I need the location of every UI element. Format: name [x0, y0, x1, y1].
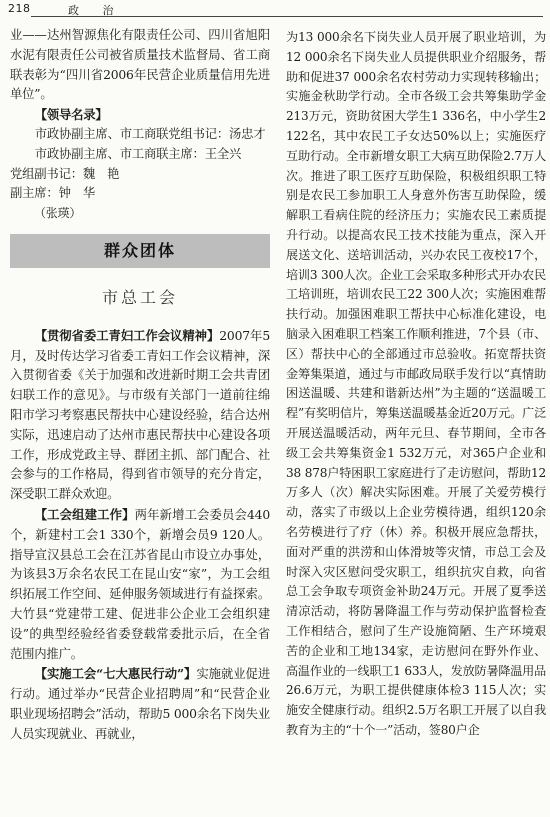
author-credit: （张瑛） — [34, 206, 82, 221]
paragraph — [10, 326, 270, 505]
paragraph-heading: 【实施工会“七大惠民行动”】 — [34, 666, 197, 682]
paragraph-body: 2007年5月，及时传达学习省委工青妇工作会议精神，深入贯彻省委《关于加强和改进新时期工会共青团妇联工作的意见》。与市级有关部门一道前往绵阳市学习考察惠民帮扶中心建设经验，结合达州实际，迅速启动了达州市惠民帮扶中心建设各项工作，形成党政主导、群团主抓、部门配合、社会参与的工作格局，得到省市领导的充分肯定，深受职工群众欢迎。 — [10, 328, 270, 502]
page-number: 218 — [8, 2, 31, 15]
header-rule — [31, 16, 543, 17]
right-column — [286, 28, 546, 741]
paragraph-body: 实施就业促进行动。通过举办“民营企业招聘周”和“民营企业职业现场招聘会”活动，帮助5 000余名下岗失业人员实现就业、再就业， — [10, 667, 270, 741]
leader-entry: 党组副书记：魏 艳 — [10, 166, 120, 181]
leaders-heading: 【领导名录】 — [34, 107, 108, 123]
leader-entry: 市政协副主席、市工商联党组书记：汤忠才 — [34, 126, 266, 141]
intro-paragraph: 业——达州智源焦化有限责任公司、四川省旭阳水泥有限责任公司被省质量技术监督局、省工商联表彰为“四川省2006年民营企业质量信用先进单位”。 — [10, 28, 270, 102]
paragraph-heading: 【工会组建工作】 — [34, 506, 135, 522]
running-title: 政 治 — [68, 4, 124, 17]
paragraph-body: 两年新增工会委员会440个，新建村工会1 330个，新增会员9 120人。指导宣汉县总工会在江苏省昆山市设立办事处，为该县3万余名农民工在昆山安“家”，为工会组织拓展工作空间、延伸服务领域进行有益探索。大竹县“党建带工建、促进非公企业工会组织建设”的典型经验经省委登载常委批示后，在全省范围内推广。 — [10, 507, 270, 661]
page-header — [6, 2, 543, 18]
left-column — [10, 26, 270, 745]
paragraph — [10, 505, 270, 664]
section-title: 市总工会 — [101, 287, 178, 307]
section-banner: 群众团体 — [10, 234, 270, 268]
leader-entry: 副主席：钟 华 — [10, 186, 96, 201]
leader-entry: 市政协副主席、市工商联主席：王全兴 — [34, 146, 242, 161]
paragraph-heading: 【贯彻省委工青妇工作会议精神】 — [34, 327, 220, 343]
paragraph-body: 为13 000余名下岗失业人员开展了职业培训，为12 000余名下岗失业人员提供职业介绍服务，帮助和促进37 000余名农村劳动力实现转移输出；实施金秋助学行动。全市各级工会共筹集助学金213万元，资助贫困大学生1 336名，中小学生2 122名，其中农民工子女达50%以上；实施医疗互助行动。全市新增女职工大病互助保险2.7万人次。推进了职工医疗互助保险，积极组织职工特别是农民工参加职工人身意外伤害互助保险，缓解职工看病住院的经济压力；实施农民工素质提升行动。以提高农民工技术技能为重点，深入开展送文化、送培训活动，兴办农民工夜校17个，培训3 300人次。企业工会采取多种形式开办农民工培训班，培训农民工22 300人次；实施困难帮扶行动。加强困难职工帮扶中心标准化建设，电脑录入困难职工档案工作顺利推进，7个县（市、区）帮扶中心的全部通过市总验收。拓宽帮扶资金筹集渠道，通过与市邮政局联手发行以“真情助困送温暖、共建和谐新达州”为主题的“送温暖工程”有奖明信片，筹集送温暖基金近20万元。广泛开展送温暖活动，两年元旦、春节期间，全市各级工会共筹集资金1 532万元，对365户企业和38 878户特困职工家庭进行了走访慰问，帮助12万多人（次）解决实际困难。开展了关爱劳模行动，落实了市级以上企业劳模待遇，组织120余名劳模进行了疗（休）养。积极开展应急帮扶，面对严重的洪涝和山体滑坡等灾情，市总工会及时深入灾区慰问受灾职工，组织抗灾自救，向省总工会争取专项资金补助24万元。开展了夏季送清凉活动，将防暑降温工作与劳动保护监督检查工作相结合，慰问了生产设施简陋、生产环境艰苦的企业和工地134家，走访慰问在野外作业、高温作业的一线职工1 633人，发放防暑降温用品26.6万元，为职工提供健康体检3 115人次；实施安全健康行动。组织2.5万名职工开展了以自我教育为主的“十个一”活动，签80户企 — [286, 30, 546, 737]
paragraph — [10, 664, 270, 744]
